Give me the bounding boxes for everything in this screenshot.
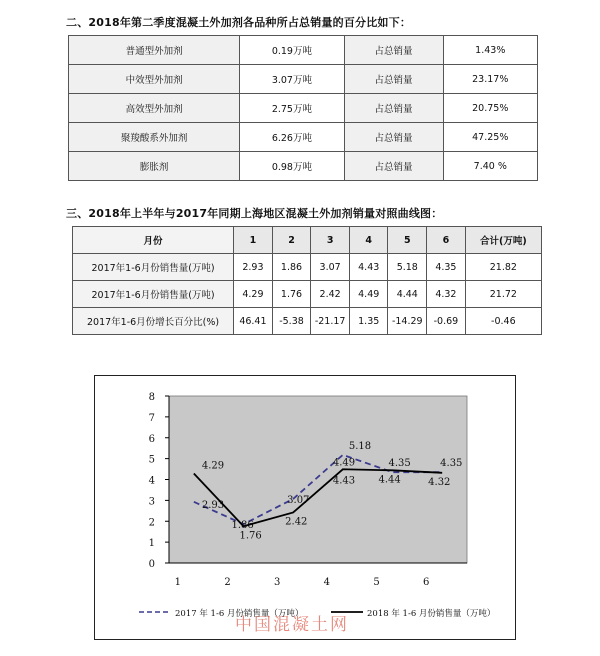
- x-tick-label: 2: [224, 577, 231, 588]
- data-label: 4.32: [428, 476, 451, 488]
- table-header-cell: 合计(万吨): [465, 227, 541, 254]
- data-label: 4.35: [388, 458, 411, 470]
- table-header-cell: 4: [350, 227, 388, 254]
- table-cell-name: 高效型外加剂: [69, 94, 240, 123]
- table-cell-pct: 23.17%: [443, 65, 537, 94]
- table-cell-label: 占总销量: [344, 94, 443, 123]
- table-cell-label: 占总销量: [344, 65, 443, 94]
- value-cell: -14.29: [388, 308, 427, 335]
- data-label: 5.18: [348, 440, 372, 452]
- data-label: 3.07: [287, 494, 310, 506]
- table-row: [73, 281, 542, 308]
- category-share-table: [68, 35, 538, 181]
- data-label: 4.35: [440, 458, 463, 470]
- table-header-row: [73, 227, 542, 254]
- table-row: [69, 36, 538, 65]
- x-tick-label: 3: [273, 577, 281, 588]
- table-cell-amount: 0.98万吨: [240, 152, 344, 181]
- monthly-sales-table: [72, 226, 542, 335]
- table-cell-label: 占总销量: [344, 36, 443, 65]
- table-cell-pct: 1.43%: [443, 36, 537, 65]
- value-cell: 2.42: [311, 281, 350, 308]
- table-row: [73, 308, 542, 335]
- value-cell: 4.35: [427, 254, 466, 281]
- watermark-text: 中国混凝土网: [235, 615, 349, 635]
- value-cell: -5.38: [272, 308, 311, 335]
- value-cell: 3.07: [311, 254, 350, 281]
- section2-heading: 二、2018年第二季度混凝土外加剂各品种所占总销量的百分比如下：: [66, 16, 412, 29]
- table-header-cell: 月份: [73, 227, 234, 254]
- y-tick-label: 8: [148, 392, 155, 403]
- y-tick-label: 7: [148, 412, 155, 424]
- table-header-cell: 1: [234, 227, 273, 254]
- table-cell-label: 占总销量: [344, 123, 443, 152]
- table-cell-name: 聚羧酸系外加剂: [69, 123, 240, 152]
- x-tick-label: 4: [323, 577, 331, 588]
- value-cell: 4.43: [350, 254, 388, 281]
- value-cell: 4.29: [234, 281, 273, 308]
- y-tick-label: 2: [148, 517, 155, 529]
- value-cell: 1.76: [272, 281, 311, 308]
- table-cell-amount: 3.07万吨: [240, 65, 344, 94]
- chart-svg: [95, 376, 515, 639]
- table-cell-amount: 2.75万吨: [240, 94, 344, 123]
- sales-comparison-chart: [94, 375, 516, 640]
- table-row: [69, 94, 538, 123]
- value-cell: 1.86: [272, 254, 311, 281]
- data-label: 4.49: [332, 457, 356, 469]
- data-label: 4.29: [201, 460, 225, 472]
- table-cell-name: 普通型外加剂: [69, 36, 240, 65]
- plot-area: [169, 396, 467, 563]
- table-row: [69, 65, 538, 94]
- table-row: [69, 123, 538, 152]
- value-cell: 21.72: [465, 281, 541, 308]
- table-cell-pct: 47.25%: [443, 123, 537, 152]
- value-cell: -0.69: [427, 308, 466, 335]
- value-cell: 4.44: [388, 281, 427, 308]
- value-cell: -0.46: [465, 308, 541, 335]
- x-tick-label: 5: [373, 577, 380, 588]
- value-cell: 5.18: [388, 254, 427, 281]
- data-label: 1.86: [231, 520, 254, 532]
- table-header-cell: 2: [272, 227, 311, 254]
- data-label: 4.43: [332, 475, 356, 487]
- table-header-cell: 6: [427, 227, 466, 254]
- table-cell-amount: 6.26万吨: [240, 123, 344, 152]
- y-tick-label: 0: [148, 559, 155, 570]
- row-label-cell: 2017年1-6月份增长百分比(%): [73, 308, 234, 335]
- table-cell-name: 中效型外加剂: [69, 65, 240, 94]
- y-tick-label: 3: [148, 496, 155, 508]
- legend-label: 2017 年 1-6 月份销售量（万吨）: [175, 609, 304, 619]
- y-tick-label: 1: [148, 538, 155, 550]
- data-label: 1.76: [239, 530, 262, 542]
- row-label-cell: 2017年1-6月份销售量(万吨): [73, 254, 234, 281]
- section3-heading: 三、2018年上半年与2017年同期上海地区混凝土外加剂销量对照曲线图：: [66, 207, 443, 220]
- y-tick-label: 6: [148, 433, 155, 445]
- table-cell-amount: 0.19万吨: [240, 36, 344, 65]
- value-cell: -21.17: [311, 308, 350, 335]
- table-row: [73, 254, 542, 281]
- data-label: 2.93: [201, 499, 225, 511]
- x-tick-label: 6: [422, 577, 430, 588]
- table-header-cell: 5: [388, 227, 427, 254]
- table-cell-label: 占总销量: [344, 152, 443, 181]
- data-label: 2.42: [285, 516, 308, 528]
- value-cell: 2.93: [234, 254, 273, 281]
- value-cell: 4.49: [350, 281, 388, 308]
- data-label: 4.44: [378, 474, 401, 486]
- y-tick-label: 5: [148, 454, 155, 466]
- x-tick-label: 1: [174, 577, 182, 588]
- table-cell-pct: 7.40 %: [443, 152, 537, 181]
- table-row: [69, 152, 538, 181]
- row-label-cell: 2017年1-6月份销售量(万吨): [73, 281, 234, 308]
- value-cell: 46.41: [234, 308, 273, 335]
- table-cell-pct: 20.75%: [443, 94, 537, 123]
- y-tick-label: 4: [148, 475, 155, 487]
- value-cell: 1.35: [350, 308, 388, 335]
- value-cell: 21.82: [465, 254, 541, 281]
- value-cell: 4.32: [427, 281, 466, 308]
- table-cell-name: 膨胀剂: [69, 152, 240, 181]
- table-header-cell: 3: [311, 227, 350, 254]
- legend-label: 2018 年 1-6 月份销售量（万吨）: [367, 609, 496, 619]
